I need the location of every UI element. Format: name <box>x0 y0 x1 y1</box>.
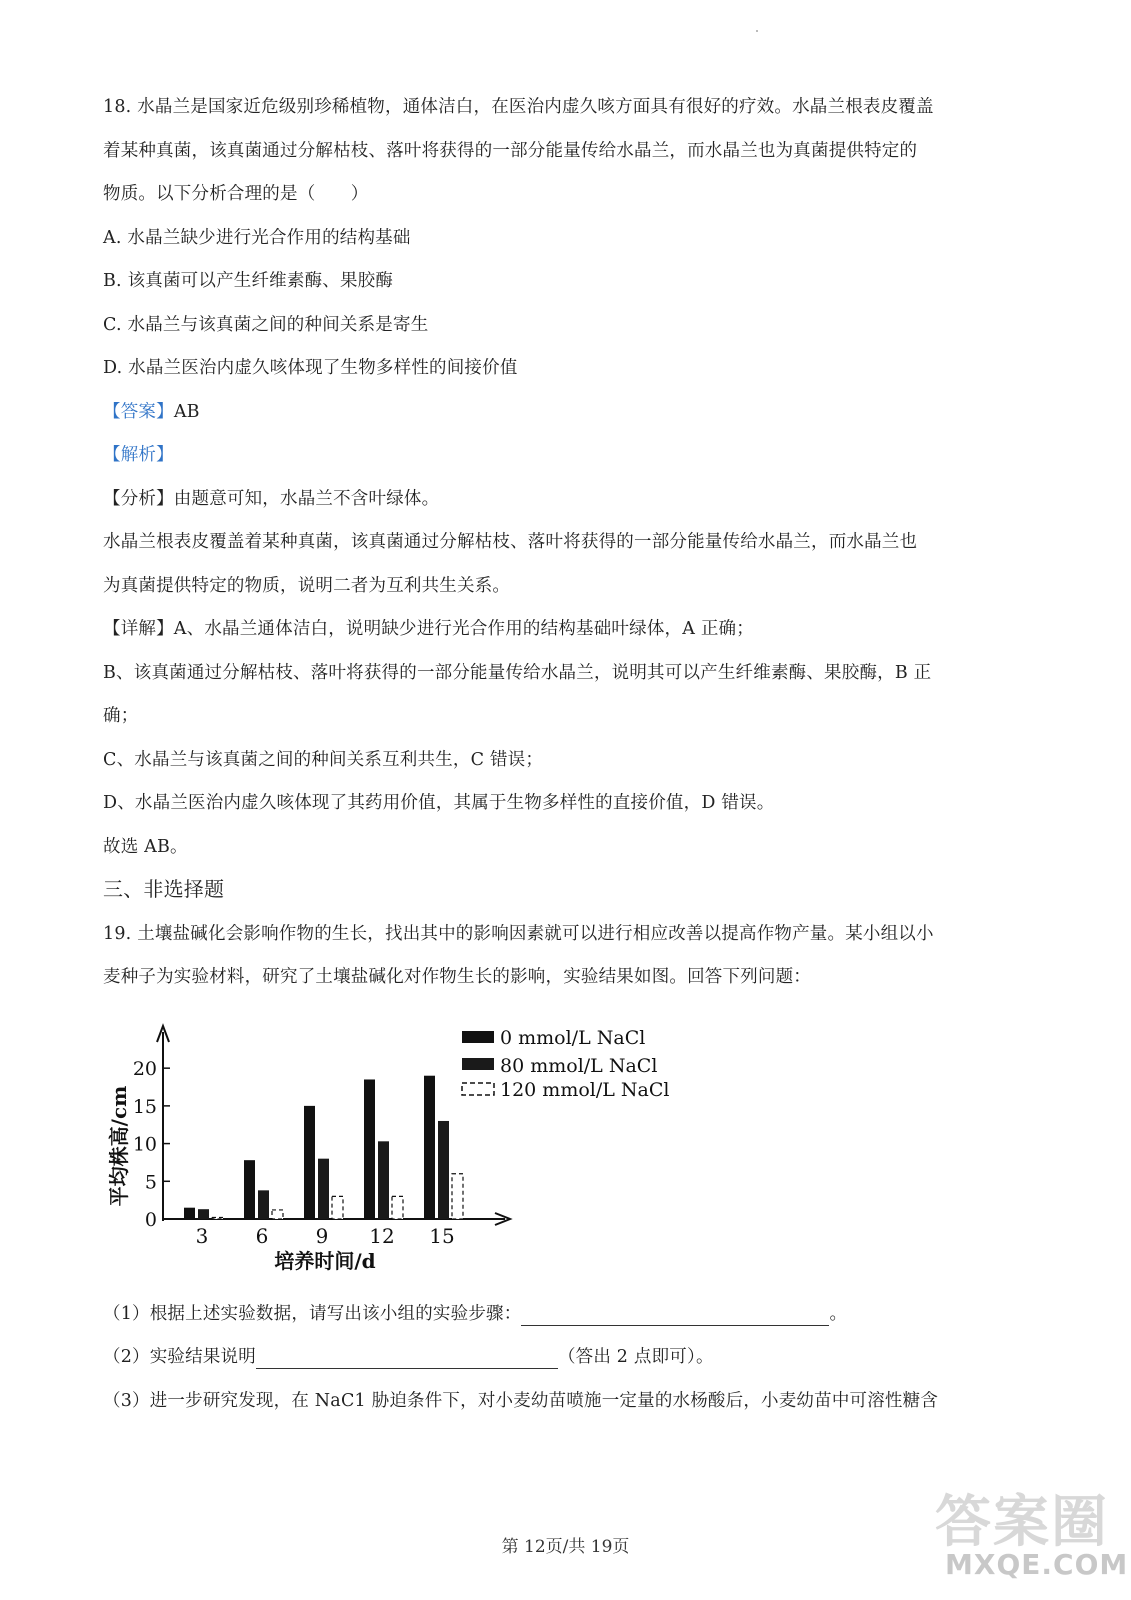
bar-series0-3 <box>184 1208 195 1219</box>
q18-answer <box>103 400 1023 424</box>
legend-swatch-2 <box>462 1083 494 1095</box>
x-axis-label: 培养时间/d <box>274 1249 376 1273</box>
bar-series2-6 <box>272 1210 283 1219</box>
q18-fenxi-line-3: 为真菌提供特定的物质，说明二者为互利共生关系。 <box>103 576 511 596</box>
bar-series1-15 <box>438 1121 449 1219</box>
q18-detail-line-2: B、该真菌通过分解枯枝、落叶将获得的一部分能量传给水晶兰，说明其可以产生纤维素酶、果胶酶，B 正 <box>103 663 932 683</box>
bar-series1-3 <box>198 1209 209 1219</box>
bar-series0-6 <box>244 1160 255 1219</box>
legend-label-0: 0 mmol/L NaCl <box>500 1027 646 1049</box>
sub2-end: （答出 2 点即可）。 <box>557 1347 714 1367</box>
bar-series1-12 <box>378 1141 389 1219</box>
q18-option-c: C. 水晶兰与该真菌之间的种间关系是寄生 <box>103 315 429 335</box>
answer-tag: 【答案】 <box>103 402 174 422</box>
bar-series1-6 <box>258 1190 269 1219</box>
q18-stem-line-2: 着某种真菌，该真菌通过分解枯枝、落叶将获得的一部分能量传给水晶兰，而水晶兰也为真菌提供特定的 <box>103 141 918 161</box>
watermark-logo <box>935 1478 1129 1588</box>
y-tick-label: 5 <box>144 1171 157 1194</box>
q19-stem-line-1: 19. 土壤盐碱化会影响作物的生长，找出其中的影响因素就可以进行相应改善以提高作物产量。某小组以小 <box>103 924 934 944</box>
q19-sub-question-3: （3）进一步研究发现，在 NaC1 胁迫条件下，对小麦幼苗喷施一定量的水杨酸后，小麦幼苗中可溶性糖含 <box>103 1391 939 1411</box>
q18-stem-line-3: 物质。以下分析合理的是（ ） <box>103 184 369 204</box>
x-tick-label: 3 <box>195 1224 209 1248</box>
q19-sub-question-2 <box>103 1345 1023 1369</box>
q18-detail-line-5: D、水晶兰医治内虚久咳体现了其药用价值，其属于生物多样性的直接价值，D 错误。 <box>103 793 775 813</box>
q18-fenxi-line-2: 水晶兰根表皮覆盖着某种真菌，该真菌通过分解枯枝、落叶将获得的一部分能量传给水晶兰，而水晶兰也 <box>103 532 918 552</box>
q18-option-b: B. 该真菌可以产生纤维素酶、果胶酶 <box>103 271 394 291</box>
q18-stem-line-1: 18. 水晶兰是国家近危级别珍稀植物，通体洁白，在医治内虚久咳方面具有很好的疗效。水晶兰根表皮覆盖 <box>103 97 934 117</box>
sub1-answer-blank[interactable] <box>521 1307 829 1326</box>
plant-height-bar-chart <box>100 1018 700 1278</box>
y-tick-group <box>133 1058 170 1231</box>
q18-detail-line-4: C、水晶兰与该真菌之间的种间关系互利共生，C 错误； <box>103 750 544 770</box>
x-tick-group <box>196 1224 455 1248</box>
x-tick-label: 9 <box>315 1224 329 1248</box>
legend-swatch-0 <box>462 1031 494 1043</box>
watermark-sub: MXQE.COM <box>945 1548 1129 1581</box>
analysis-tag: 【解析】 <box>103 445 174 465</box>
watermark-main: 答案圈 <box>935 1490 1109 1555</box>
x-tick-label: 6 <box>255 1224 269 1248</box>
bar-series1-9 <box>318 1159 329 1219</box>
bar-series0-12 <box>364 1079 375 1219</box>
legend-label-1: 80 mmol/L NaCl <box>500 1055 658 1077</box>
y-axis-label: 平均株高/cm <box>107 1085 131 1207</box>
legend-label-2: 120 mmol/L NaCl <box>500 1079 670 1101</box>
q19-sub-question-1 <box>103 1302 1023 1326</box>
q18-option-d: D. 水晶兰医治内虚久咳体现了生物多样性的间接价值 <box>103 358 518 378</box>
sub1-label: （1）根据上述实验数据，请写出该小组的实验步骤： <box>103 1304 522 1324</box>
y-tick-label: 15 <box>132 1095 157 1118</box>
bar-series0-15 <box>424 1076 435 1219</box>
answer-value: AB <box>173 402 200 422</box>
y-tick-label: 10 <box>132 1133 157 1156</box>
sub2-answer-blank[interactable] <box>256 1350 558 1369</box>
page-footer: 第 12页/共 19页 <box>501 1537 630 1557</box>
bar-group <box>184 1076 463 1219</box>
bar-series2-15 <box>452 1174 463 1219</box>
sub1-end: 。 <box>829 1304 848 1324</box>
bar-series2-9 <box>332 1196 343 1219</box>
y-tick-label: 0 <box>144 1209 157 1231</box>
bar-series2-3 <box>212 1217 223 1219</box>
legend <box>462 1027 669 1101</box>
bar-series0-9 <box>304 1106 315 1219</box>
q19-stem-line-2: 麦种子为实验材料，研究了土壤盐碱化对作物生长的影响，实验结果如图。回答下列问题： <box>103 967 811 987</box>
q18-detail-line-3: 确； <box>103 706 139 726</box>
x-tick-label: 12 <box>369 1224 395 1248</box>
q18-detail-line-1: 【详解】A、水晶兰通体洁白，说明缺少进行光合作用的结构基础叶绿体，A 正确； <box>103 619 754 639</box>
q18-fenxi-line-1: 【分析】由题意可知，水晶兰不含叶绿体。 <box>103 489 440 509</box>
y-tick-label: 20 <box>132 1058 157 1081</box>
section-title: 三、非选择题 <box>103 877 225 901</box>
legend-swatch-1 <box>462 1058 494 1070</box>
q18-option-a: A. 水晶兰缺少进行光合作用的结构基础 <box>103 228 411 248</box>
sub2-label: （2）实验结果说明 <box>103 1347 256 1367</box>
x-tick-label: 15 <box>429 1224 455 1248</box>
q18-conclusion: 故选 AB。 <box>103 837 188 857</box>
bar-series2-12 <box>392 1196 403 1219</box>
